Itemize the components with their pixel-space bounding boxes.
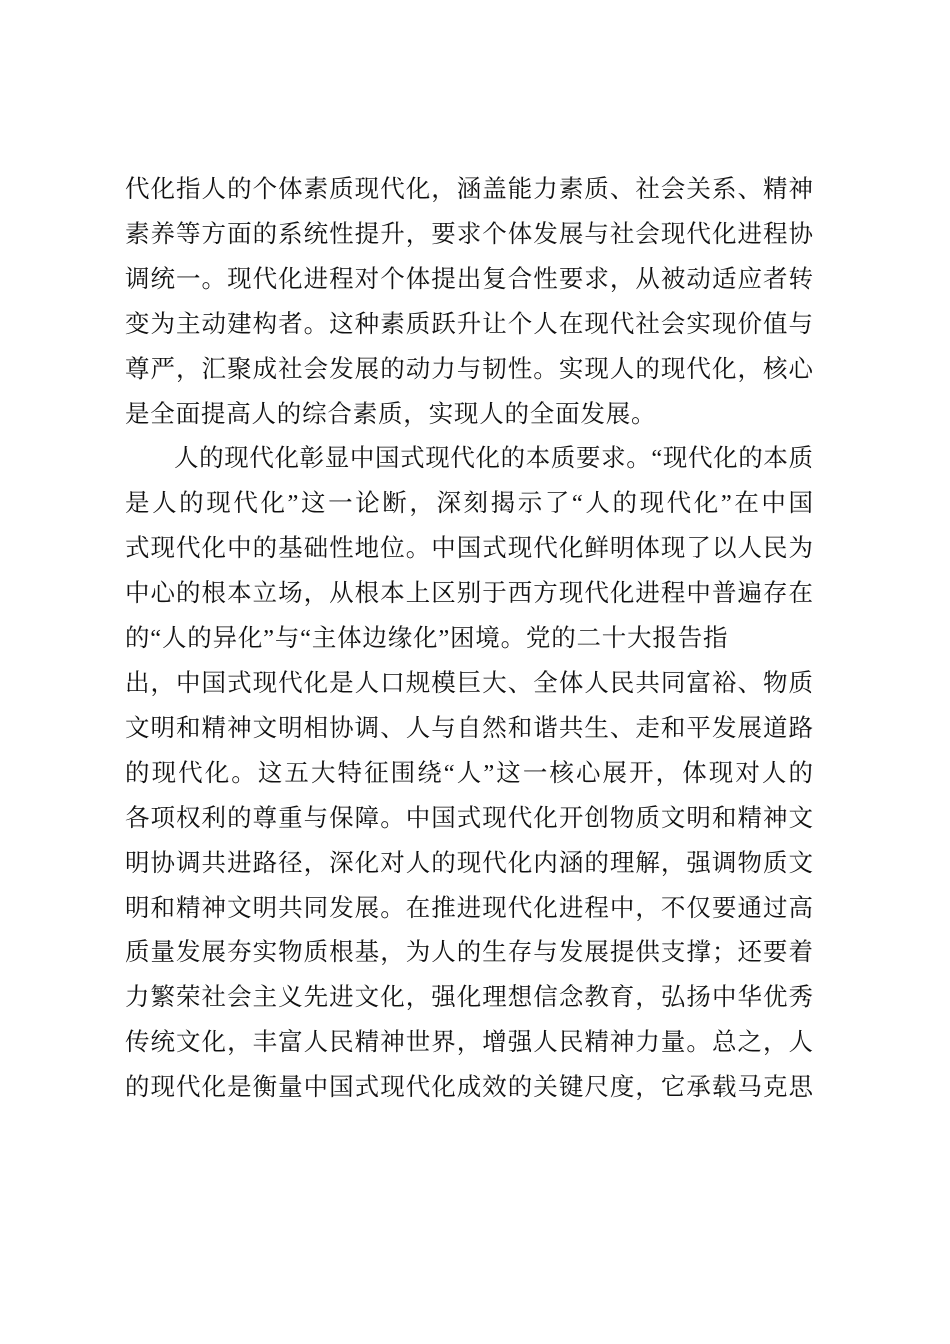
text-line: 变为主动建构者。这种素质跃升让个人在现代社会实现价值与 bbox=[125, 310, 813, 338]
text-line: 明和精神文明共同发展。在推进现代化进程中，不仅要通过高 bbox=[125, 894, 813, 922]
text-line: 质量发展夯实物质根基，为人的生存与发展提供支撑；还要着 bbox=[125, 939, 813, 967]
paragraph-1 bbox=[125, 168, 813, 437]
document-text-body bbox=[125, 168, 813, 1111]
text-line: 中心的根本立场，从根本上区别于西方现代化进程中普遍存在 bbox=[125, 580, 813, 608]
text-line: 人的现代化彰显中国式现代化的本质要求。“现代化的本质 bbox=[174, 445, 813, 473]
text-line: 式现代化中的基础性地位。中国式现代化鲜明体现了以人民为 bbox=[125, 535, 813, 563]
text-line: 尊严，汇聚成社会发展的动力与韧性。实现人的现代化，核心 bbox=[125, 355, 813, 383]
text-line: 调统一。现代化进程对个体提出复合性要求，从被动适应者转 bbox=[125, 265, 813, 293]
text-line: 文明和精神文明相协调、人与自然和谐共生、走和平发展道路 bbox=[125, 714, 813, 742]
text-line: 出，中国式现代化是人口规模巨大、全体人民共同富裕、物质 bbox=[125, 669, 813, 697]
paragraph-2 bbox=[125, 437, 813, 1111]
text-line: 的“人的异化”与“主体边缘化”困境。党的二十大报告指 bbox=[125, 625, 729, 653]
text-line: 明协调共进路径，深化对人的现代化内涵的理解，强调物质文 bbox=[125, 849, 813, 877]
text-line: 力繁荣社会主义先进文化，强化理想信念教育，弘扬中华优秀 bbox=[125, 984, 813, 1012]
text-line: 各项权利的尊重与保障。中国式现代化开创物质文明和精神文 bbox=[125, 804, 813, 832]
text-line: 代化指人的个体素质现代化，涵盖能力素质、社会关系、精神 bbox=[125, 176, 813, 203]
text-line: 传统文化，丰富人民精神世界，增强人民精神力量。总之，人 bbox=[125, 1029, 813, 1057]
text-line: 是全面提高人的综合素质，实现人的全面发展。 bbox=[125, 400, 657, 428]
text-line: 是人的现代化”这一论断，深刻揭示了“人的现代化”在中国 bbox=[125, 490, 813, 518]
text-line: 的现代化是衡量中国式现代化成效的关键尺度，它承载马克思 bbox=[125, 1074, 813, 1102]
text-line: 的现代化。这五大特征围绕“人”这一核心展开，体现对人的 bbox=[125, 759, 813, 787]
text-line: 素养等方面的系统性提升，要求个体发展与社会现代化进程协 bbox=[125, 220, 813, 248]
